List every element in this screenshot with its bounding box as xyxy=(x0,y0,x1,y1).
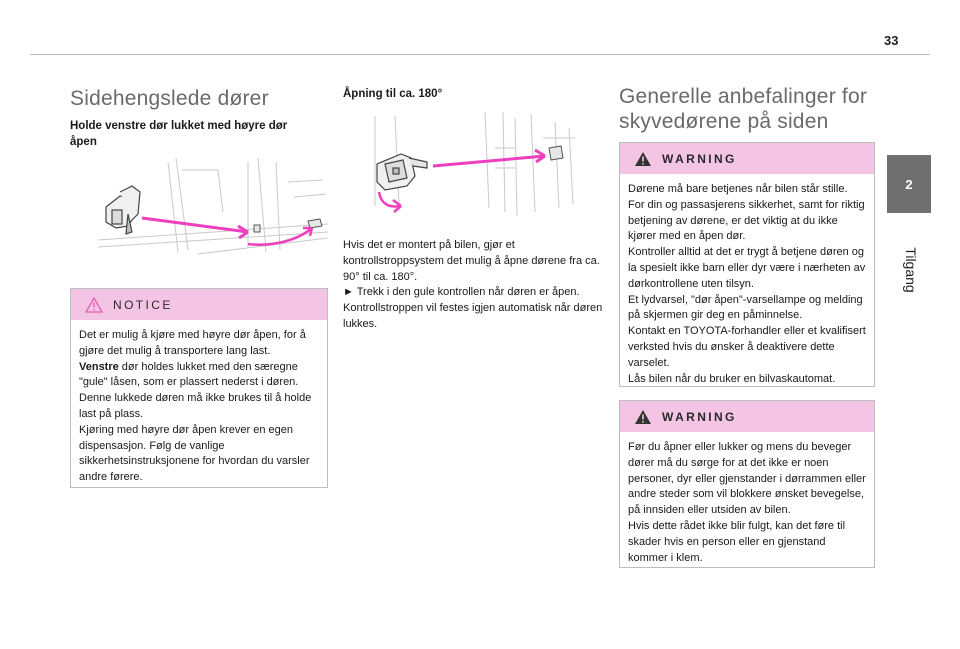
paragraph: ► Trekk i den gule kontrollen når døren er åpen. Kontrollstroppen vil festes igjen automatisk når døren lukkes. xyxy=(343,286,603,330)
header-rule xyxy=(30,54,930,55)
warning-paragraph: Kontroller alltid at det er trygt å betjene døren og la spesielt ikke barn eller dyr være i nærheten av dørkontrollene uten tilsyn. xyxy=(628,246,866,290)
warning-paragraph: Dørene må bare betjenes når bilen står stille. xyxy=(628,183,848,195)
warning-paragraph: Før du åpner eller lukker og mens du beveger dører må du sørge for at det ikke er noen personer, dyr eller gjenstander i dørrammen eller andre steder som vil blokkere ønsket bevegelse, på innsiden eller utsiden av bilen. xyxy=(628,441,866,517)
body-text xyxy=(343,238,605,333)
door-illustration-middle xyxy=(355,108,587,220)
notice-box xyxy=(70,288,328,488)
warning-paragraph: Hvis dette rådet ikke blir fulgt, kan det føre til skader hvis en person eller en gjenstand kommer i klem. xyxy=(628,519,846,564)
warning-header xyxy=(620,143,874,174)
warning-box-1 xyxy=(619,142,875,387)
door-illustration-left xyxy=(98,152,328,262)
warning-filled-icon xyxy=(634,151,652,167)
notice-strong: Venstre xyxy=(79,360,119,373)
warning-outline-icon xyxy=(85,297,103,313)
section-title: Sidehengslede dører xyxy=(70,87,269,110)
warning-title: WARNING xyxy=(662,151,737,166)
warning-paragraph: Et lydvarsel, "dør åpen"-varsellampe og melding på skjermen gir deg en påminnelse. xyxy=(628,293,863,322)
notice-paragraph: Kjøring med høyre dør åpen krever en egen dispensasjon. Følg de vanlige sikkerhetsinstruksjonene for hvordan du varsler andre førere. xyxy=(79,423,310,484)
warning-title: WARNING xyxy=(662,409,737,424)
subhead: Åpning til ca. 180° xyxy=(343,88,443,100)
warning-box-2 xyxy=(619,400,875,568)
warning-filled-icon xyxy=(634,409,652,425)
notice-body xyxy=(71,320,327,492)
notice-paragraph: Venstre dør holdes lukket med den særegne "gule" låsen, som er plassert nederst i døren. Denne lukkede døren må ikke brukes til å holde last på plass. xyxy=(79,360,312,420)
section-title: Generelle anbefalinger for skyvedørene på siden xyxy=(619,85,868,133)
warning-header xyxy=(620,401,874,432)
warning-paragraph: Lås bilen når du bruker en bilvaskautomat. xyxy=(628,372,836,385)
warning-paragraph: Kontakt en TOYOTA-forhandler eller et kvalifisert verksted hvis du ønsker å deaktivere dette varselet. xyxy=(628,325,866,369)
warning-paragraph: For din og passasjerens sikkerhet, samt for riktig betjening av dørene, er det viktig at du ikke kjører med en åpen dør. xyxy=(628,198,865,243)
notice-title: NOTICE xyxy=(113,297,173,312)
subhead: Holde venstre dør lukket med høyre dør åpen xyxy=(70,120,288,148)
warning-body xyxy=(620,174,874,393)
paragraph: Hvis det er montert på bilen, gjør et kontrollstroppsystem det mulig å åpne dørene fra ca. 90° til ca. 180°. xyxy=(343,239,600,283)
page-number: 33 xyxy=(884,33,899,48)
notice-paragraph: Det er mulig å kjøre med høyre dør åpen, for å gjøre det mulig å transportere lang last. xyxy=(79,329,306,357)
chapter-tab[interactable]: 2 xyxy=(887,155,931,213)
warning-body xyxy=(620,432,874,572)
chapter-label: Tilgang xyxy=(903,247,919,293)
notice-header xyxy=(71,289,327,320)
